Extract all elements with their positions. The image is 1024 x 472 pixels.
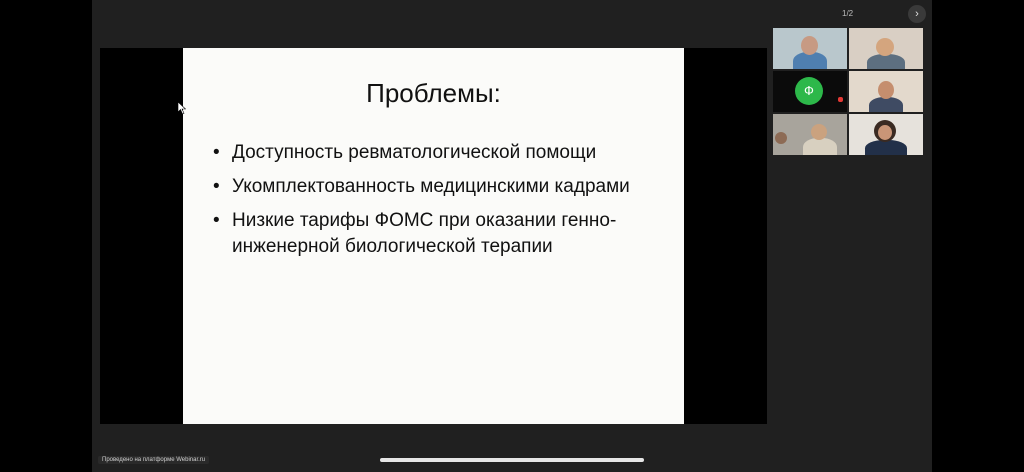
slide-bullet — [213, 174, 673, 200]
slide-bullet — [213, 208, 673, 260]
participant-video-tile[interactable] — [849, 28, 923, 69]
slide-bullet-list — [213, 140, 673, 268]
webinar-app — [92, 0, 932, 472]
participants-grid — [773, 28, 923, 154]
presentation-slide — [183, 48, 684, 424]
participant-video-tile[interactable] — [849, 71, 923, 112]
bullet-dot-icon: • — [213, 176, 220, 197]
slide-title: Проблемы: — [366, 78, 501, 108]
participant-video-tile[interactable] — [773, 28, 847, 69]
participant-avatar-tile[interactable] — [773, 71, 847, 112]
slide-bullet — [213, 140, 673, 166]
chevron-right-icon: › — [915, 8, 919, 20]
mouse-cursor-icon — [178, 102, 186, 114]
participant-video-tile[interactable] — [849, 114, 923, 155]
bullet-dot-icon: • — [213, 210, 220, 231]
participant-avatar: Ф — [795, 77, 823, 105]
bullet-text: Низкие тарифы ФОМС при оказании генно-инженерной биологической терапии — [232, 210, 617, 257]
muted-mic-icon — [838, 97, 843, 102]
home-indicator[interactable] — [380, 458, 644, 462]
slide-page-counter: 1/2 — [842, 9, 854, 18]
next-slide-button[interactable] — [908, 5, 926, 23]
bullet-dot-icon: • — [213, 142, 220, 163]
bullet-text: Укомплектованность медицинскими кадрами — [232, 176, 630, 197]
bullet-text: Доступность ревматологической помощи — [232, 142, 597, 163]
participant-video-tile[interactable] — [773, 114, 847, 155]
platform-label: Проведено на платформе Webinar.ru — [98, 456, 209, 464]
presentation-stage — [100, 48, 767, 424]
